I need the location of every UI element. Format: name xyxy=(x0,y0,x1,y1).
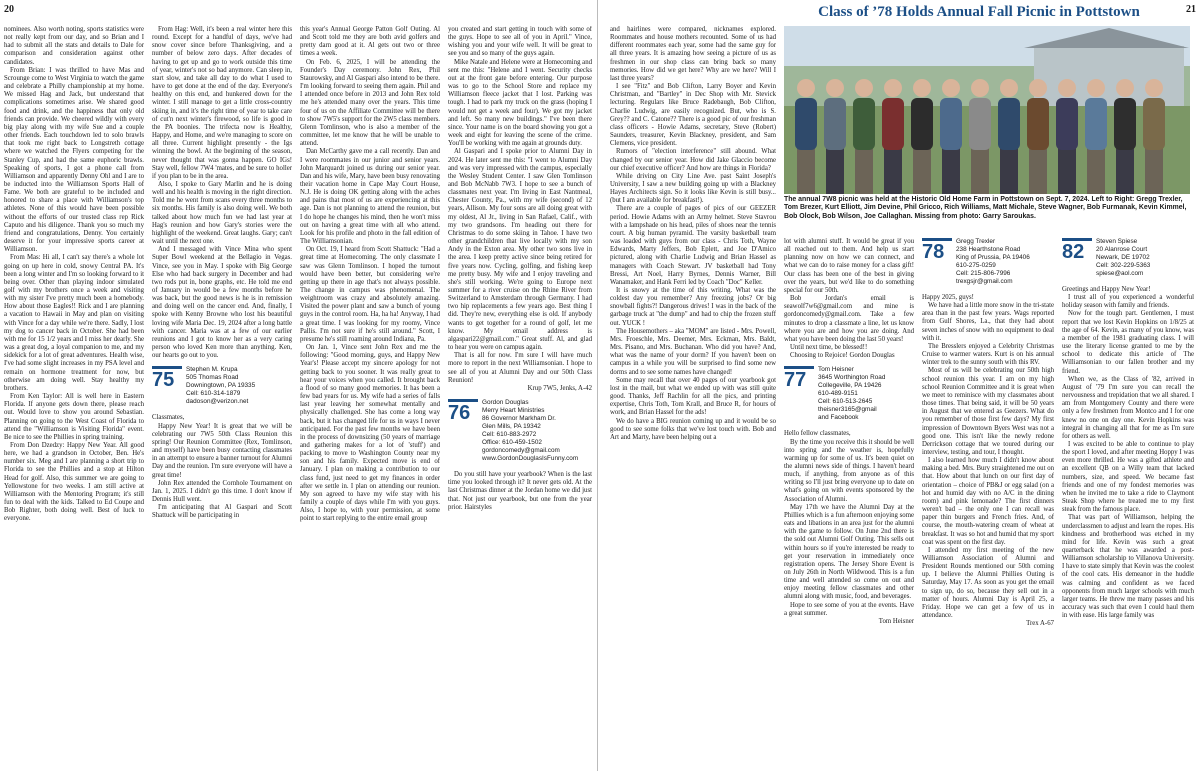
paragraph: Classmates, xyxy=(152,414,185,422)
paragraph: Choosing to Rejoice! Gordon Douglas xyxy=(790,352,895,360)
paragraph: I trust all of you experienced a wonderful holiday season with family and friends. xyxy=(1062,294,1194,310)
address-line: Cell: 215-806-7996 xyxy=(956,270,1011,277)
person-legs xyxy=(826,148,844,194)
address-line: Gregg Trexler xyxy=(956,238,996,245)
paragraph: May 17th we have the Alumni Day at the Phillies which is a fun afternoon enjoying some eats and libations in an area just for the alumni with the game to follow. On June 2nd there is the sold out Alumni Golf Outing. This sells out within hours so if you're interested be ready to get your reservation in immediately once registration opens. The Jersey Shore Event is on July 26th in North Wildwood. This is a fun time and well attended so come on out and enjoy meeting fellow classmates and other alumni along with music, food, and beverages. xyxy=(784,503,914,601)
class-box-75 xyxy=(152,366,292,406)
person-figure xyxy=(940,98,962,150)
paragraph: you created and start getting in touch with some of the guys. Hope to see all of you in April." Vince, wishing you and your wife well. It will be great to see you and so many of the guys again. xyxy=(448,26,592,58)
person-figure xyxy=(911,98,933,150)
person-head xyxy=(826,79,844,97)
paragraph: We have had a little more snow in the tri-state area than in the past few years. Wags reported from Gulf Shores, La., that they had about seven inches of snow with no equipment to deal with it. xyxy=(922,302,1054,342)
address-line: Tom Heisner xyxy=(818,366,854,374)
address-line: Cell: 610-883-2972 xyxy=(482,431,537,439)
group-photo xyxy=(784,26,1190,194)
paragraph: I attended my first meeting of the new Williamson Association of Alumni and President Rounds mentioned our 50th coming up. I believe the Alumni Phillies Outing is Saturday, May 17. As soon as you get the email to sign up, do so, because they sell out in a matter of hours. Alumni Day is April 25, a Friday. Hope we can get a few of us in attendance. xyxy=(922,546,1054,620)
paragraph: The Bresslers enjoyed a Celebrity Christmas Cruise to warmer waters. Kurt is on his annual winter trek to the sunny south with this RV. xyxy=(922,342,1054,367)
address-line: 238 Hearthstone Road xyxy=(956,246,1021,253)
person-figure xyxy=(969,98,991,150)
paragraph: On Feb. 6, 2025, I will be attending the Founder's Day ceremony. John Rex, Phil Staurowsky, and Al Gaspari also intend to be there. I'm looking forward to seeing them again. Phil and I attended once before in 2013 and John Rex told me he's attended many over the years. This time four of us on the Affiliate Committee will be there to show 7W5's support for the 2W5 class members. Glenn Tomlinson, who is also a member of the committee, let me know that he will be unable to attend. xyxy=(300,58,440,148)
person-figure xyxy=(1114,98,1136,150)
paragraph: Greetings and Happy New Year! xyxy=(1062,286,1151,293)
paragraph: When we, as the Class of '82, arrived in August of '79 I'm sure you can recall the nervousness and trepidation that we all shared. I am from Montgomery County and there were only a few freshmen from Montco and I for one knew no one on day one. Kevin Hopkins was integral in changing all that for me as I'm sure for others as well. xyxy=(1062,375,1194,440)
person-legs xyxy=(1145,148,1163,194)
address-line: dadoson@verizon.net xyxy=(186,398,249,406)
address-line: Gordon Douglas xyxy=(482,399,529,407)
person-legs xyxy=(942,148,960,194)
person-head xyxy=(1116,79,1134,97)
paragraph: We do have a BIG reunion coming up and it would be so good to see some folks that we've lost touch with. Bob and Art and Marty, have been helping out a xyxy=(610,417,776,441)
paragraph: From Hag: Well, it's been a real winter here this round. Except for a handful of days, we've had snow cover since before Thanksgiving, and a number of below zero days. After decades of having to get up and go to work outside this time of year, winter's not so bad anymore. Can sleep in, start slow, and take all day to do what I used to have to get done at the end of the day. Everyone's healthy on this end, and hunkered down for the winter. I still manage to get a little cross-country skiing in, and it's the right time of year to take care of cut'n next winter's firewood, so life is good in the PA boonies. The trifecta now is Healthy, Happy, and Home, and we're managing to score on all three. Current highlight presently - the Igs winning the bowl. At the beginning of the season, never thought that was gonna happen. GO IGs! Stay well, fellow 7W4 'mates, and be sure to holler if you plan to be in the area. xyxy=(152,26,292,180)
class-box-77 xyxy=(784,366,914,422)
address-line: 3645 Worthington Road xyxy=(818,374,886,382)
paragraph: From Ken Taylor: All is well here in Eastern Florida. If anyone gets down there, please reach out. Would love to show you around Sebastian. Planning on going to the West Coast of Florida to attend the "Williamson is Visiting Florida" event. Be nice to see the Phillies in spring training. xyxy=(4,393,144,441)
class-address xyxy=(478,399,592,463)
column-3 xyxy=(300,26,440,767)
address-line: spiese@aol.com xyxy=(1096,270,1144,277)
column-r2 xyxy=(784,238,914,767)
class-address xyxy=(952,238,1054,286)
paragraph: By the time you receive this it should be well into spring and the weather is, hopefully warming up for some of us. It's been quiet on the alumni news side of things. I haven't heard much, if anything, from anyone as of this writing so I'll just bring everyone up to date on what's going on with events sponsored by the Association of Alumni. xyxy=(784,438,914,503)
person-legs xyxy=(1087,148,1105,194)
column-1 xyxy=(4,26,144,767)
right-page xyxy=(602,0,1200,771)
address-line: Downingtown, PA 19335 xyxy=(186,382,256,390)
person-head xyxy=(1029,79,1047,97)
person-head xyxy=(1058,79,1076,97)
paragraph: The Housemothers – aka "MOM" are listed - Mrs. Powell, Mrs. Froeschle, Mrs. Deemer, Mrs. Eckman, Mrs. Baldt, Mrs. Pisano, and Mrs. Buchanan. Who did you have? And, what was the name of your dorm? If you haven't been on campus in a while you will be surprised to find some new dorms and to see some names have changed! xyxy=(610,327,776,376)
class-box-76 xyxy=(448,399,592,463)
page-number-left: 20 xyxy=(4,4,14,15)
paragraph: Rumors of "election interference" still abound. What changed by our senior year. How did Jake Glaccio become our chief executive officer? And how are things in Florida? xyxy=(610,148,776,172)
paragraph: lot with alumni stuff. It would be great if you all reached out to them. And help us start planning now on how we can connect, and what we can do to raise money for a class gift! Our class has been one of the best in giving over the years, but we'd like to do something special for our 50th. xyxy=(784,238,914,294)
address-line: 86 Governor Markham Dr. xyxy=(482,415,556,423)
person-figure xyxy=(795,98,817,150)
class-year: 75 xyxy=(152,366,182,390)
address-line: Cell: 302-229-5363 xyxy=(1096,262,1151,269)
paragraph: While driving on City Line Ave. past Saint Joseph's University, I saw a new building going up with a Blackney Hayes Architects sign. So it looks like Kevin is still busy...(but I am available for breakfast!). xyxy=(610,172,776,205)
paragraph: I see "Fitz" and Bob Clifton, Larry Boyer and Kevin Christman, and "Bartley" in Dec Shop with Mr. Stevick lecturing. Regulars like Bruce Radebaugh, Bob Clifton, Charlie Ludwig, are easily recognized. But, who is S. Grey?? and C. Catone?? There is a good pic of our freshman class officers - Howie Adams, secretary, Steve (Robert) Saunders, treasurer, Kevin Blackney, president, and Sam Clemens, vice president. xyxy=(610,83,776,148)
person-figure xyxy=(1027,98,1049,150)
photo-caption: The annual 7W8 picnic was held at the Historic Old Home Farm in Pottstown on Sept. 7, 2024. Left to Right: Gregg Trexler, Tom Brezer, Kurt Elliott, Jim Devine, Phil Gricco, Rich Williams, Matt Michale, Steve Wagner, Bob Furmanak, Kevin Kimmel, Bob Olock, Bob Wilson, Joe Callaghan. Missing from photo: Garry Saroukas. xyxy=(784,196,1187,220)
paragraph: From Mas: Hi all, I can't say there's a whole lot going on up here in cold, snowy Central PA. It's been a long winter and I'm so looking forward to it being over. Other than playing indoor simulated golf with my brothers once a week and visiting with my sister I've pretty much been a homebody. How about those Eagles!! Rick and I are planning a vacation to Hawaii in May and plan on visiting with Vince for a day while we're there. Sadly, I lost my dog to cancer back in October. She had been with me for 15 1/2 years and I miss her dearly. She was a great dog, a loyal companion to me, and my sidekick for a lot of great adventures. Health wise, I've had some slight increases in my PSA level and remain on hormone treatment for now, but otherwise am doing well. Stay healthy my brothers. xyxy=(4,254,144,392)
paragraph: On Oct. 19, I heard from Scott Shattuck: "Had a great time at Homecoming. The only classmate I saw was Glenn Tomlinson. I hoped the turnout would have been better, but considering we're getting up there in age that's not always possible. The change in campus was phenomenal. The weightroom was crazy and absolutely amazing. Visited the power plant and saw a bunch of young guys in the control room. Ha, ha ha! Anyway, I had a great time. I was looking for my roomy, Vince Pallis. I'm not sure if he's still around." Scott, I presume he's still roaming around Indiana, Pa. xyxy=(300,246,440,343)
paragraph: Al Gaspari and I spoke prior to Alumni Day in 2024. He later sent me this: "I went to Alumni Day and was very impressed with the campus, especially the Wesley Student Center. I saw Glen Tomlinson and Bob McNabb 7W3. I hope to see a bunch of classmates next year. I'm living in East Nantmeal, Chester County, Pa., with my wife (second) of 12 years, Allison. My four sons are all doing great with my oldest, Al Jr., living in San Rafael, Calif., with my two grandsons. I'm heading out there for Christmas to do some skiing in Tahoe. I have two other grandchildren that live locally with my son Andy in the Exton area. My other two sons live in the area. I keep pretty active since being retired for five years now. Cycling, golfing, and fishing keep me pretty busy. My wife and I enjoy traveling and she's still working. We're going to Europe next summer for a river cruise on the Rhine River from Switzerland to Amsterdam through Germany. I had two hip replacements a few years ago. Best thing I did. They're new, everything else is old. If anybody wants to get together for a round of golf, let me know. My email address is algaspari22@gmail.com." Great stuff. Al, and glad to hear you were on campus again. xyxy=(448,148,592,352)
paragraph: this year's Annual George Patton Golf Outing. Al and Scott told me they are both avid golfers and pretty darn good at it. Al gets out two or three times a week. xyxy=(300,26,440,58)
group-photo-illustration xyxy=(784,26,1190,194)
address-line: Glen Mills, PA 19342 xyxy=(482,423,541,431)
left-page xyxy=(0,0,598,771)
paragraph: nominees. Also worth noting, sports statistics were not really kept from our day, and so Brian and I had to submit all the stats and details to Dale for comparison and consideration against other candidates. xyxy=(4,26,144,66)
class-box-78 xyxy=(922,238,1054,286)
column-r4 xyxy=(1062,238,1194,767)
address-line: King of Prussia, PA 19406 xyxy=(956,254,1030,261)
person-head xyxy=(971,79,989,97)
address-line: 610-275-0259 xyxy=(956,262,996,269)
person-figure xyxy=(853,98,875,150)
page-number-right: 21 xyxy=(1186,4,1196,15)
paragraph: Also, I spoke to Gary Marlin and he is doing well and his health is moving in the right direction. Told me he went from scans every three months to six months. His family is also doing well. We both talked about how much fun we had last year at Hag's reunion and how Gary's stories were the highlight of the weekend. Great laughs. Gary; can't wait until the next one. xyxy=(152,180,292,246)
address-line: 610-489-9151 xyxy=(818,390,858,398)
column-r3 xyxy=(922,238,1054,767)
column-2 xyxy=(152,26,292,767)
person-head xyxy=(1087,79,1105,97)
class-year: 76 xyxy=(448,399,478,423)
address-line: Cell: 610-513-2645 xyxy=(818,398,873,406)
person-figure xyxy=(998,98,1020,150)
person-head xyxy=(913,79,931,97)
person-legs xyxy=(884,148,902,194)
paragraph: From Brian: I was thrilled to have Mas and Scrounge come to West Virginia to watch the game and celebrate a Philly championship at my home. We missed Hag and Jack, but understand that complications sometimes arise. We shared good food and drink, and the happiness that only old friends can provide. We cheered wildly with every big play along with my wife Sue and a couple other friends. Each touchdown led to solo brawls that took me right back to Longstreth cottage where we watched the Flyers competing for the Stanley Cup, and had the same euphoric brawls. Speaking of sports, I got a phone call from Williamson and apparently Denny Ohl and I are to be inducted into the Williamson Sports Hall of Fame. We both are grateful to be included and honored to share a place with Williamson's top athletes. None of this would have been possible without the efforts of our trusted class rep Rick Caputo and his diligence. Thank you so much my friend and congratulations, Denny. You certainly deserve it for your impressive sports career at Williamson. xyxy=(4,66,144,254)
person-legs xyxy=(797,148,815,194)
paragraph: There are a couple of pages of pics of our GEEZER period. Howie Adams with an Army helmet. Steve Stavrou with a lampshade on his head, piles of shoes near the tennis court. A big human pyramid. The varsity basketball team was loaded with guys from our class - Chris Toth, Wayne Edwards, Marty Jeffers, Bob Eplett, and Joe D'Amico pictured, along with Charlie Ludwig and Brian Hassel as managers with Coach Stewart. JV basketball had Tony Bressi, Art Noel, Harry Byrnes, Dennis Warner, Bill Wanamaker, and Hank Ferri led by Coach "Doc" Keller. xyxy=(610,205,776,286)
person-head xyxy=(884,79,902,97)
address-line: Office: 610-459-1502 xyxy=(482,439,542,447)
person-head xyxy=(1000,79,1018,97)
signature: Krup 7W5, Jenks, A-42 xyxy=(527,384,592,392)
person-legs xyxy=(1058,148,1076,194)
class-year: 82 xyxy=(1062,238,1092,262)
address-line: Merry Heart Ministries xyxy=(482,407,545,415)
person-figure xyxy=(1143,98,1165,150)
paragraph: I also learned how much I didn't know about making a bed. Mrs. Bury straightened me out on that. How about that lunch on our first day of orientation – choice of PB&J or egg salad (on a hot and humid day with no A/C in the dining room) and pink lemonade? The first dinners weren't bad – the only one I can recall was paper thin burgers and French fries. And, of course, the mouth-watering cream of wheat at breakfast. It was so hot and humid that my sport coat was spent on the first day. xyxy=(922,457,1054,546)
class-year: 78 xyxy=(922,238,952,262)
person-head xyxy=(855,79,873,97)
address-line: Newark, DE 19702 xyxy=(1096,254,1150,261)
address-line: gordoncomedy@gmail.com xyxy=(482,447,560,455)
paragraph: Mike Natale and Helene were at Homecoming and sent me this: "Helene and I went. Security checks out at the front gate before entering. Our purpose was to go to the School Store and replace my Williamson fleece jacket that I lost. Parking was tough. I had to park my truck on the grass (hoping I would not get a week and four). We got my jacket and left. So many new buildings." I've been there since. Your name is on the board showing you got a week and eight for leaving the scene of the crime. You'll be working with me again at grounds duty. xyxy=(448,58,592,148)
paragraph: Happy 2025, guys! xyxy=(922,294,974,301)
class-year: 77 xyxy=(784,366,814,390)
paragraph: Most of us will be celebrating our 50th high school reunion this year. I am on my high school Reunion Committee and it is great when we meet to reminisce with my classmates about those times. That being said, it will be 50 years in August that we entered as Geezers. What do you remember of those first few days? My first impression of Downtown Byers West was not a good one. This isn't like the newly redone Derrickson cottage that we toured during our interview, testing, and tour, I thought. xyxy=(922,367,1054,456)
address-line: Collegeville, PA 19426 xyxy=(818,382,882,390)
address-line: Cell: 610-314-1879 xyxy=(186,390,241,398)
paragraph: I'm anticipating that Al Gaspari and Scott Shattuck will be participating in xyxy=(152,504,292,520)
paragraph: Dan McCarthy gave me a call recently. Dan and I were roommates in our junior and senior years. John Marquardt joined us during our senior year. Dan and his wife, Mary, have been busy renovating their vacation home in Cape May Court House, N.J. He is doing OK getting along with the aches and pains that most of us are experiencing at this age. Dan is not planning to attend the reunion, but I do hope he changes his mind, then he won't miss out on having a great time with all who attend. Look for his profile and photo in the fall edition of The Williamsonian. xyxy=(300,148,440,246)
person-legs xyxy=(1116,148,1134,194)
signature: Trex A-67 xyxy=(1026,620,1054,628)
person-head xyxy=(1145,79,1163,97)
person-legs xyxy=(1029,148,1047,194)
class-address xyxy=(182,366,292,406)
person-figure xyxy=(1085,98,1107,150)
address-line: 505 Thomas Road xyxy=(186,374,239,382)
person-figure xyxy=(824,98,846,150)
signature: Tom Heisner xyxy=(878,617,914,625)
address-line: 20 Alanrose Court xyxy=(1096,246,1148,253)
paragraph: That was part of Williamson, helping the underclassmen to adjust and learn the ropes. His kindness and brotherhood was etched in my mind for life. Kevin was such a great quarterback that he was awarded a post-Williamson scholarship to Villanova University. I have to state simply that Kevin was the coolest of the cool cats. His demeanor in the huddle was calming and confident as we faced opponents from much larger schools with much larger teams. He threw me many passes and his accuracy was such that even I could haul them in with ease. His large family was xyxy=(1062,514,1194,620)
person-head xyxy=(942,79,960,97)
paragraph: Hope to see some of you at the events. Have a great summer. xyxy=(784,601,914,617)
paragraph: Hello fellow classmates, xyxy=(784,430,851,438)
paragraph: Do you still have your yearbook? When is the last time you looked through it? It never gets old. At the last Christmas dinner at the Jordan home we did just that. Not just our yearbook, but one from the year prior. Hairstyles xyxy=(448,471,592,511)
paragraph: Now for the tough part. Gentlemen, I must report that we lost Kevin Hopkins on 1/8/25 at the age of 64. Kevin, as many of you know, was a member of the 1981 graduating class. I will use the literary license granted to me by the school to dedicate this article of The Williamsonian to our fallen brother and my friend. xyxy=(1062,310,1194,375)
paragraph: From Don Dzedzy: Happy New Year. All good here, we had a grandson in October, Ben. He's number six. Meg and I are planning a short trip to Florida to see the Phillies and a stop at Hilton Head for golf. Also, this summer we are going to Yellowstone for two weeks. I am still active at Williamson with the Mentoring Program; it's still fun to deal with the kids. Talked to Ed Coupe and Bob Righter, both doing well. Best of luck to everyone. xyxy=(4,441,144,523)
paragraph: And I messaged with Vince Mina who spent Super Bowl weekend at the Bellagio in Vegas. Vince, see you in May. I spoke with Big George Else who had back surgery in December and had two rods put in, bone graphs, etc. He told me end of January in would be a few months before he was back, but the good news is he is in remission and doing well on the cancer end. And, finally, I spoke with Kenny Browne who lost his beautiful loving wife Maria Dec. 19, 2024 after a long battle with cancer. Maria was at a few of our earlier reunions and I got to know her as a very caring person who loved Ken more than anything. Ken, our hearts go out to you. xyxy=(152,246,292,360)
address-line: trexgsjr@gmail.com xyxy=(956,278,1013,285)
person-figure xyxy=(882,98,904,150)
person-figure xyxy=(1056,98,1078,150)
address-line: www.GordonDouglasIsFunny.com xyxy=(482,455,579,463)
person-legs xyxy=(1000,148,1018,194)
person-head xyxy=(797,79,815,97)
paragraph: Until next time, be blessed!! xyxy=(790,344,868,352)
paragraph: On Jan. 1, Vince sent John Rex and me the following: "Good morning, guys, and Happy New Year's! Please accept my sincere apology for not getting back to you sooner. It was really great to hear your voices when you called. It brought back a flood of so many good memories. It has been a few bad years for us. My wife had a series of falls last year leaving her somewhat mentally and physically challenged. She has come a long way back, but it has changed life for us in ways I never anticipated. For the past few months we have been in the process of downsizing (50 years of marriage and gathering makes for a lot of 'stuff') and packing to move to Washington County near my son and his family. Expected move is end of January. I plan on making a contribution to our class fund, just need to get my finances in order after we settle in. I plan on attending our reunion. My son agreed to have my wife stay with his family a couple of days while I'm with you guys. Also, I hope to, with your permission, at some point to start replying to the entire email group xyxy=(300,344,440,523)
person-legs xyxy=(913,148,931,194)
paragraph: Some may recall that over 40 pages of our yearbook got lost in the mail, but what we ended up with was still quite good. Thanks, Jeff Rachlin for all the pics, and printing expertise, Chris Toth, Tom Krall, and Bruce R, for hours of work, and Brian Hassel for the ads! xyxy=(610,376,776,417)
person-legs xyxy=(855,148,873,194)
paragraph: That is all for now. I'm sure I will have much more to report in the next Williamsonian. I hope to see all of you at Alumni Day and our 50th Class Reunion! xyxy=(448,352,592,384)
paragraph: I was excited to be able to continue to play the sport I loved, and after meeting Hoppy I was even more thrilled. He was a gifted athlete and an excellent QB on a Willy team that lacked numbers, size, and speed. We became fast friends and one of my fondest memories was when he invited me to take a ride to Claymont Steak Shop where he treated me to my first steak from the famous place. xyxy=(1062,440,1194,514)
class-box-82 xyxy=(1062,238,1194,278)
address-line: Stephen M. Krupa xyxy=(186,366,238,374)
address-line: and Facebook xyxy=(818,414,859,422)
article-headline: Class of ’78 Holds Annual Fall Picnic in Pottstown xyxy=(818,4,1140,20)
address-line: Steven Spiese xyxy=(1096,238,1138,245)
paragraph: Bob Jordan's email is seawolf7w6@gmail.com and mine is gordoncomedy@gmail.com. Take a few minutes to drop a classmate a line, let us know where you are and how you are doing. And what you have been doing the last 50 years! xyxy=(784,295,914,343)
address-line: theisner3165@gmail xyxy=(818,406,877,414)
paragraph: Happy New Year! It is great that we will be celebrating our 7W5 50th Class Reunion this spring! Our Reunion Committee (Rex, Tomlinson, and myself) have been busy contacting classmates in an attempt to ensure a banner turnout for Alumni Day and the reunion. I'm sure everyone will have a great time! xyxy=(152,422,292,479)
paragraph: and hairlines were compared, nicknames explored. Roommates and house mothers recounted. Some of us had different roommates each year, some had the same guy for all three years. It is amazing how seeing a picture of us as freshmen in our shop class can bring back so many memories. How did we get here? Why are we here? Will I last three years? xyxy=(610,26,776,82)
column-4 xyxy=(448,26,592,767)
paragraph: John Rex attended the Cornhole Tournament on Jan. 1, 2025. I didn't go this time. I don't know if Dennis Hull went. xyxy=(152,479,292,503)
person-legs xyxy=(971,148,989,194)
class-address xyxy=(1092,238,1194,278)
column-r1 xyxy=(610,26,776,767)
paragraph: It is snowy at the time of this writing. What was the coldest day you remember? Any freezing jobs? Or big snowball fights?! Dangerous drives! I was in the back of the garbage truck at "the dump" and had to chip the frozen stuff out. YUCK ! xyxy=(610,287,776,327)
class-address xyxy=(814,366,914,422)
